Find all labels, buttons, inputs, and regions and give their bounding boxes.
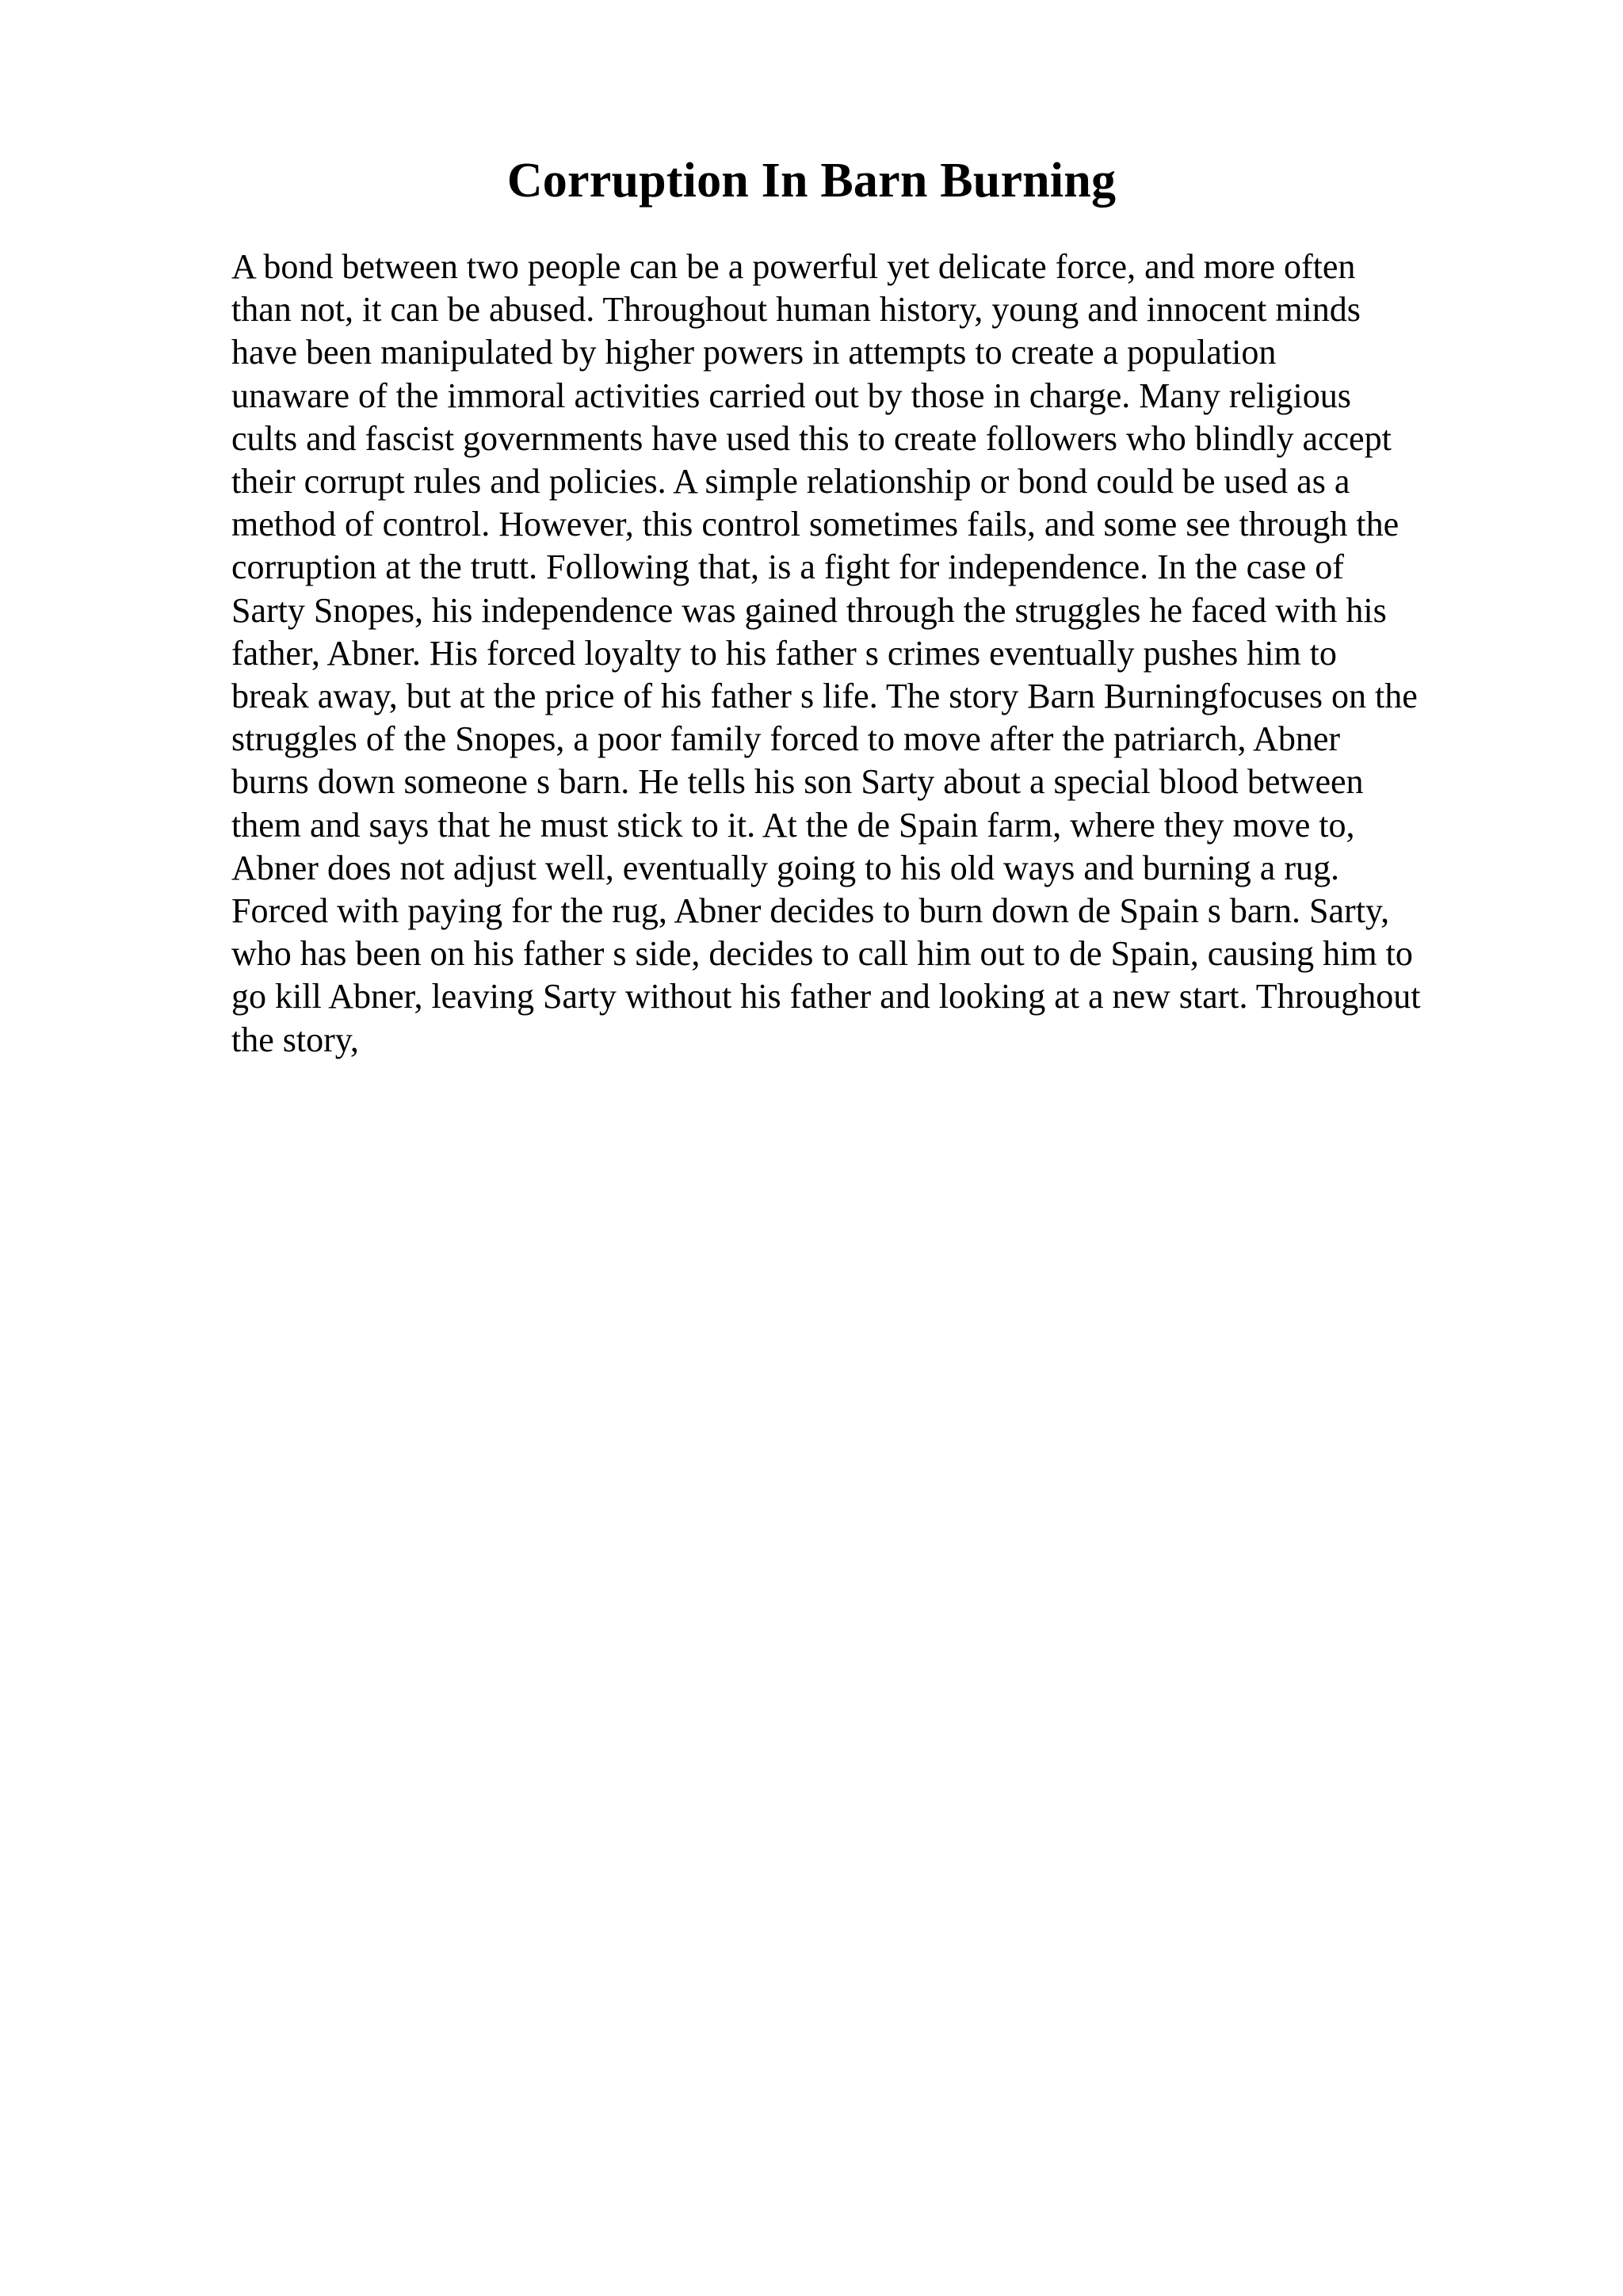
paragraph-line: cults and fascist governments have used this to create followers who blindly accept bbox=[231, 418, 1392, 458]
paragraph-line: them and says that he must stick to it. At the de Spain farm, where they move to, bbox=[231, 805, 1355, 845]
paragraph-line: Abner does not adjust well, eventually going to his old ways and burning a rug. bbox=[231, 848, 1339, 887]
paragraph-line: father, Abner. His forced loyalty to his father s crimes eventually pushes him to bbox=[231, 633, 1337, 673]
paragraph-line: than not, it can be abused. Throughout human history, young and innocent minds bbox=[231, 290, 1361, 330]
paragraph-line: A bond between two people can be a powerful yet delicate force, and more often bbox=[231, 247, 1356, 286]
paragraph-line: go kill Abner, leaving Sarty without his father and looking at a new start. Throughout bbox=[231, 977, 1421, 1016]
document-title: Corruption In Barn Burning bbox=[506, 154, 1117, 208]
paragraph-line: burns down someone s barn. He tells his son Sarty about a special blood between bbox=[231, 762, 1364, 802]
paragraph-line: Sarty Snopes, his independence was gained through the struggles he faced with his bbox=[231, 590, 1387, 630]
paragraph-line: have been manipulated by higher powers in attempts to create a population bbox=[231, 333, 1277, 372]
paragraph-line: struggles of the Snopes, a poor family forced to move after the patriarch, Abner bbox=[231, 719, 1340, 759]
paragraph-line: break away, but at the price of his father s life. The story Barn Burningfocuses on the bbox=[231, 677, 1418, 716]
paragraph-line: the story, bbox=[231, 1020, 359, 1059]
paragraph-line: unaware of the immoral activities carried out by those in charge. Many religious bbox=[231, 376, 1351, 415]
paragraph-line: who has been on his father s side, decides to call him out to de Spain, causing him to bbox=[231, 934, 1413, 974]
paragraph-line: corruption at the trutt. Following that, is a fight for independence. In the case of bbox=[231, 547, 1344, 587]
paragraph-line: Forced with paying for the rug, Abner decides to burn down de Spain s barn. Sarty, bbox=[231, 891, 1390, 931]
paragraph-line: their corrupt rules and policies. A simple relationship or bond could be used as a bbox=[231, 462, 1350, 502]
paragraph-line: method of control. However, this control sometimes fails, and some see through the bbox=[231, 505, 1400, 544]
essay-paragraph bbox=[231, 246, 1515, 1062]
